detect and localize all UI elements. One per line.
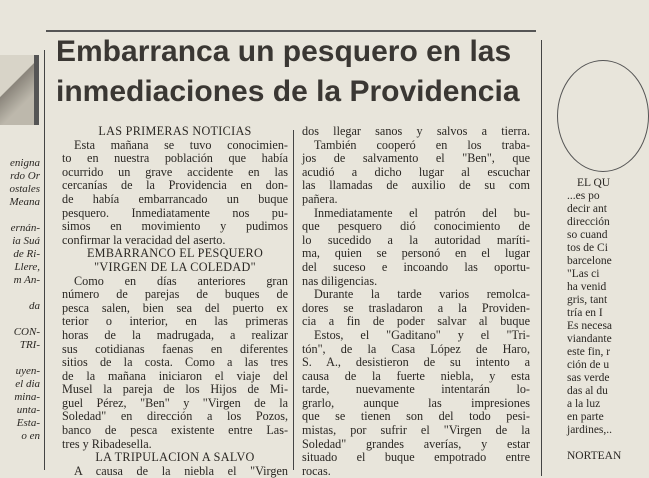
- text-line: to en nuestra población que había: [62, 151, 288, 166]
- text-line: mistas, por sufrir el "Virgen de la: [302, 423, 530, 438]
- text-line: causa de la fuerte niebla, y esta: [302, 368, 530, 383]
- text-line: sitios de la costa. Como a las tres: [62, 355, 288, 370]
- text-line: dos llegar sanos y salvos a tierra.: [302, 124, 530, 138]
- text-line: el dia: [15, 378, 40, 390]
- text-line: enigna: [10, 157, 40, 169]
- text-line: [0, 209, 40, 222]
- text-line: Durante la tarde varios remolca-: [314, 287, 530, 302]
- text-line: barcelone: [567, 255, 612, 267]
- adjacent-article-left: [0, 0, 42, 476]
- text-line: número de parejas de buques de: [62, 287, 288, 302]
- text-line: pañera.: [302, 191, 338, 206]
- text-line: sus cotidianas faenas en diferentes: [62, 341, 288, 356]
- text-line: [0, 287, 40, 300]
- text-line: guel Pérez, "Ben" y "Virgen de la: [62, 395, 288, 410]
- text-line: jos de salvamento el "Ben", que: [302, 151, 530, 166]
- text-line: las llamadas de auxilio de su com: [302, 178, 530, 193]
- text-line: ción de u: [567, 359, 610, 371]
- text-line: m An-: [13, 274, 40, 286]
- column-rule: [44, 50, 45, 470]
- text-line: so cuand: [567, 229, 608, 241]
- text-line: tón", de la Casa López de Haro,: [302, 341, 530, 356]
- text-line: ha venid: [567, 281, 607, 293]
- text-line: Soledad" grandes averías, y estar: [302, 436, 530, 451]
- text-line: Es necesa: [567, 320, 613, 332]
- subheading: LA TRIPULACION A SALVO: [95, 450, 255, 465]
- text-line: dirección: [567, 216, 610, 228]
- text-line: Meana: [9, 196, 40, 208]
- text-line: Inmediatamente el patrón del bu-: [314, 205, 530, 220]
- text-line: ia Suá: [12, 235, 40, 247]
- text-line: Esta mañana se tuvo conocimien-: [74, 137, 288, 152]
- text-line: [567, 437, 621, 450]
- text-line: TRI-: [19, 339, 40, 351]
- text-line: Llere,: [14, 261, 40, 273]
- text-line: situado el buque empotrado entre: [302, 450, 530, 465]
- article-headline: [46, 30, 536, 124]
- text-line: unta-: [16, 404, 40, 416]
- text-line: nas diligencias.: [302, 273, 378, 288]
- illustration-left: [0, 55, 39, 125]
- text-line: grarlo, aunque las impresiones: [302, 395, 530, 410]
- text-line: rdo Or: [10, 170, 40, 182]
- headline-line-1: Embarranca un pesquero en las: [56, 35, 512, 68]
- text-line: También cooperó en los traba-: [314, 137, 530, 152]
- text-line: tría en I: [567, 307, 603, 319]
- text-line: gris, tant: [567, 294, 608, 306]
- text-line: pesquero. Inmediatamente nos pu-: [62, 205, 288, 220]
- text-line: simos en movimiento y pudimos: [62, 219, 288, 234]
- text-line: tres y Ribadesella.: [62, 436, 152, 451]
- adjacent-article-right: [547, 0, 622, 476]
- text-line: das al du: [567, 385, 608, 397]
- text-line: banco de pesca existente entre Las-: [62, 423, 288, 438]
- text-line: de Ri-: [13, 248, 40, 260]
- text-line: sas verde: [567, 372, 610, 384]
- article-column-1: [62, 125, 288, 478]
- text-line: dores se trasladaron a la Providen-: [302, 300, 530, 315]
- article-column-2: [302, 125, 530, 478]
- subheading: EMBARRANCO EL PESQUERO: [86, 246, 264, 261]
- text-line: tarde, nuevamente intentarán lo-: [302, 382, 530, 397]
- text-line: Estos, el "Gaditano" y el "Tri-: [314, 327, 530, 342]
- text-line: tos de Ci: [567, 242, 608, 254]
- text-line: de había embarrancado un buque: [62, 191, 288, 206]
- text-line: del suceso e incoando las oportu-: [302, 259, 530, 274]
- text-line: uyen-: [15, 365, 40, 377]
- headline-line-2: inmediaciones de la Providencia: [56, 75, 520, 108]
- subheading: "VIRGEN DE LA COLEDAD": [94, 259, 256, 274]
- text-line: viandante: [567, 333, 612, 345]
- text-line: este fin, r: [567, 346, 611, 358]
- text-line: cercanías de la Providencia en don-: [62, 178, 288, 193]
- text-line: jardines,..: [567, 424, 613, 436]
- text-line: "Las ci: [567, 268, 600, 280]
- text-line: a la luz: [567, 398, 601, 410]
- text-line: A causa de la niebla el "Virgen: [74, 463, 288, 478]
- subheading: LAS PRIMERAS NOTICIAS: [98, 124, 252, 138]
- text-line: ostales: [9, 183, 40, 195]
- text-line: cia a fin de poder salvar al buque: [302, 314, 530, 329]
- text-line: ernán-: [10, 222, 40, 234]
- text-line: o en: [21, 430, 40, 442]
- text-line: [0, 352, 40, 365]
- text-line: decir ant: [567, 203, 607, 215]
- text-line: Esta-: [16, 417, 40, 429]
- column-rule: [541, 40, 542, 476]
- text-line: ...es po: [567, 190, 600, 202]
- text-line: horas de la madrugada, a realizar: [62, 327, 288, 342]
- text-line: [0, 313, 40, 326]
- text-line: EL QU: [577, 177, 611, 189]
- text-line: S. A., desistieron de su intento a: [302, 355, 530, 370]
- column-rule: [293, 130, 294, 470]
- text-line: acudió a dicho lugar al escuchar: [302, 164, 530, 179]
- text-line: lo sucedido a la autoridad maríti-: [302, 232, 530, 247]
- text-line: en parte: [567, 411, 604, 423]
- text-line: que pesquero dió conocimiento de: [302, 219, 530, 234]
- illustration-right: [557, 60, 649, 172]
- text-line: ma, quien se personó en el lugar: [302, 246, 530, 261]
- text-line: confirmar la veracidad del aserto.: [62, 232, 226, 247]
- text-line: Como en días anteriores gran: [74, 273, 288, 288]
- text-line: Musel la pareja de los Hijos de Mi-: [62, 382, 288, 397]
- text-line: rocas.: [302, 463, 331, 478]
- text-line: Soledad" en dirección a los Pozos,: [62, 409, 288, 424]
- text-line: NORTEAN: [567, 450, 622, 462]
- text-line: de la mañana iniciaron el viaje del: [62, 368, 288, 383]
- text-line: da: [29, 300, 40, 312]
- text-line: CON-: [13, 326, 40, 338]
- text-line: mina-: [14, 391, 40, 403]
- text-line: ocurrido un grave accidente en las: [62, 164, 288, 179]
- text-line: terior o interior, en las primeras: [62, 314, 288, 329]
- text-line: pesca salen, bien sea del puerto ex: [62, 300, 288, 315]
- text-line: que se tienen son del todo pesi-: [302, 409, 530, 424]
